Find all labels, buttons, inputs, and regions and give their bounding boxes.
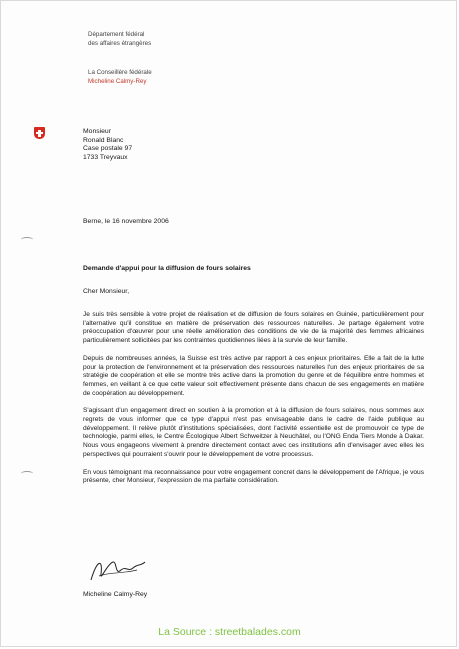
department-line: Département fédéral bbox=[88, 31, 145, 38]
address-line: 1733 Treyvaux bbox=[83, 154, 128, 162]
letter-date: Berne, le 16 novembre 2006 bbox=[83, 218, 169, 225]
body-paragraph: S'agissant d'un engagement direct en soutien à la promotion et à la diffusion de fours solaires, nous sommes aux regrets de vous informer que ce type d'appui n'est pas envisageable dans le cadre de l'aide publique au développement. Il relève plutôt d'institutions spécialisées, dont l'activité essentielle est de promouvoir ce type de technologie, parmi elles, le Centre Écologique Albert Schweitzer à Neuchâtel, ou l'ONG Enda Tiers Monde à Dakar. Nous vous engageons vivement à prendre directement contact avec ces institutions afin d'envisager avec elles les perspectives qui pourraient s'ouvrir pour le développement de votre processus. bbox=[83, 407, 424, 458]
department-header bbox=[88, 31, 151, 48]
fold-mark bbox=[21, 237, 33, 242]
recipient-address bbox=[83, 128, 132, 163]
department-line: des affaires étrangères bbox=[88, 39, 152, 47]
body-paragraph: Depuis de nombreuses années, la Suisse est très active par rapport à ces enjeux prioritaires. Elle a fait de la lutte pour la protection de l'environnement et la préservation des ressources naturelles l'un des enjeux prioritaires de sa stratégie de coopération et elle se montre très active dans la promotion du genre et de l'équilibre entre hommes et femmes, en veillant à ce que cette valeur soit effectivement présente dans chacun de ses engagements en matière de coopération au développement. bbox=[83, 354, 424, 397]
salutation: Cher Monsieur, bbox=[83, 288, 130, 295]
letter-subject: Demande d'appui pour la diffusion de fours solaires bbox=[83, 265, 251, 272]
fold-mark bbox=[21, 471, 33, 476]
body-paragraph: En vous témoignant ma reconnaissance pour votre engagement concret dans le développement de l'Afrique, je vous présente, cher Monsieur, l'expression de ma parfaite considération. bbox=[83, 468, 424, 485]
source-caption: La Source : streetbalades.com bbox=[158, 626, 301, 638]
address-line: Case postale 97 bbox=[83, 145, 133, 153]
address-line: Monsieur bbox=[83, 128, 111, 135]
handwritten-signature bbox=[87, 550, 149, 590]
councillor-role: La Conseillère fédérale bbox=[88, 69, 152, 76]
councillor-header bbox=[88, 69, 152, 86]
swiss-cross-icon bbox=[34, 127, 45, 139]
signer-name: Micheline Calmy-Rey bbox=[83, 591, 148, 598]
address-line: Ronald Blanc bbox=[83, 136, 124, 144]
letter-body bbox=[83, 311, 424, 495]
body-paragraph: Je suis très sensible à votre projet de réalisation et de diffusion de fours solaires en Guinée, particulièrement pour l'alternative qu'il constitue en matière de préservation des ressources naturelles. Je partage également votre préoccupation d'œuvrer pour une réelle amélioration des conditions de vie de la majorité des femmes africaines particulièrement sollicitées par les contraintes quotidiennes liées à la survie de leur famille. bbox=[83, 311, 424, 345]
councillor-name: Micheline Calmy-Rey bbox=[88, 77, 147, 85]
